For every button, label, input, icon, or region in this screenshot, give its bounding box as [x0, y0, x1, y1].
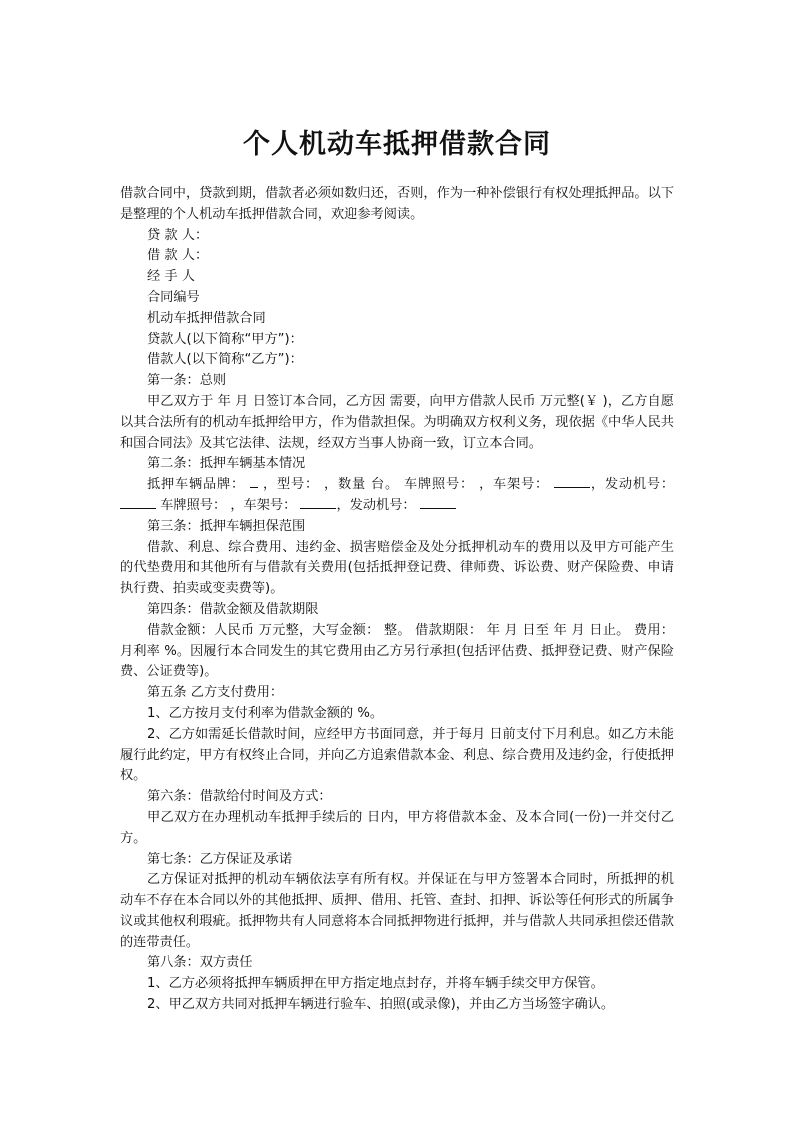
article-6-body: 甲乙双方在办理机动车抵押手续后的 日内，甲方将借款本金、及本合同(一份)一并交付乙方。 — [120, 809, 674, 846]
article-3-heading: 第三条：抵押车辆担保范围 — [147, 518, 306, 534]
article-4-heading: 第四条：借款金额及借款期限 — [147, 601, 319, 617]
engine-label-2: ，发动机号： — [336, 497, 416, 513]
intro-paragraph: 借款合同中，贷款到期，借款者必须如数归还，否则，作为一种补偿银行有权处理抵押品。以下是整理的个人机动车抵押借款合同，欢迎参考阅读。 — [120, 186, 674, 222]
frame-label-2: ，车架号： — [230, 497, 297, 513]
vehicle-info-paragraph — [120, 475, 674, 517]
engine-label: ，发动机号： — [590, 477, 675, 493]
engine-blank-2 — [420, 496, 456, 509]
contract-number-line: 合同编号 — [147, 289, 200, 305]
party-a-line: 贷款人(以下简称“甲方”)： — [147, 331, 303, 347]
brand-blank — [250, 475, 258, 488]
article-7-body: 乙方保证对抵押的机动车辆依法享有所有权。并保证在与甲方签署本合同时，所抵押的机动车不存在本合同以外的其他抵押、质押、借用、托管、查封、扣押、诉讼等任何形式的所属争议或其他权利瑕疵。抵押物共有人同意将本合同抵押物进行抵押，并与借款人共同承担偿还借款的连带责任。 — [120, 872, 674, 950]
article-8-item-1: 1、乙方必须将抵押车辆质押在甲方指定地点封存，并将车辆手续交甲方保管。 — [147, 976, 604, 992]
document-title: 个人机动车抵押借款合同 — [243, 129, 551, 160]
article-5-item-1: 1、乙方按月支付利率为借款金额的 %。 — [147, 705, 384, 721]
handler-line: 经 手 人 — [147, 269, 195, 285]
article-3-body: 借款、利息、综合费用、违约金、损害赔偿金及处分抵押机动车的费用以及甲方可能产生的代垫费用和其他所有与借款有关费用(包括抵押登记费、律师费、诉讼费、财产保险费、申请执行费、拍卖或变卖费等)。 — [120, 539, 674, 597]
vehicle-qty-label: ，数量 台。 — [324, 477, 400, 493]
plate-label: 车牌照号： — [404, 477, 475, 493]
party-b-line: 借款人(以下简称“乙方”)： — [147, 352, 303, 368]
document-body — [120, 184, 674, 1016]
article-6-heading: 第六条：借款给付时间及方式： — [147, 789, 332, 805]
vehicle-type-label: ，型号： — [263, 477, 320, 493]
engine-blank — [120, 496, 156, 509]
article-7-heading: 第七条：乙方保证及承诺 — [147, 851, 293, 867]
vehicle-brand-label: 抵押车辆品牌： — [147, 477, 245, 493]
article-8-item-2: 2、甲乙双方共同对抵押车辆进行验车、拍照(或录像)，并由乙方当场签字确认。 — [147, 997, 615, 1013]
frame-blank-2 — [300, 496, 336, 509]
frame-label: ，车架号： — [479, 477, 550, 493]
article-2-heading: 第二条：抵押车辆基本情况 — [147, 456, 306, 472]
plate-label-2: 车牌照号： — [160, 497, 227, 513]
article-5-heading: 第五条 乙方支付费用： — [147, 685, 284, 701]
article-1-body: 甲乙双方于 年 月 日签订本合同，乙方因 需要，向甲方借款人民币 万元整(￥ )，乙方自愿以其合法所有的机动车抵押给甲方，作为借款担保。为明确双方权利义务，现依据《中华人民共和国合同法》及其它法律、法规，经双方当事人协商一致，订立本合同。 — [120, 393, 674, 451]
borrower-line: 借 款 人： — [147, 248, 209, 264]
article-8-heading: 第八条：双方责任 — [147, 955, 253, 971]
frame-blank — [554, 475, 590, 488]
article-4-body: 借款金额：人民币 万元整，大写金额： 整。 借款期限： 年 月 日至 年 月 日止。 费用：月利率 %。因履行本合同发生的其它费用由乙方另行承担(包括评估费、抵押登记费、财产保险费、公证费等)。 — [120, 622, 674, 680]
contract-subtitle: 机动车抵押借款合同 — [147, 310, 266, 326]
article-1-heading: 第一条：总则 — [147, 373, 227, 389]
lender-line: 贷 款 人： — [147, 227, 209, 243]
article-5-item-2: 2、乙方如需延长借款时间，应经甲方书面同意，并于每月 日前支付下月利息。如乙方未能履行此约定，甲方有权终止合同，并向乙方追索借款本金、利息、综合费用及违约金，行使抵押权。 — [120, 726, 674, 784]
